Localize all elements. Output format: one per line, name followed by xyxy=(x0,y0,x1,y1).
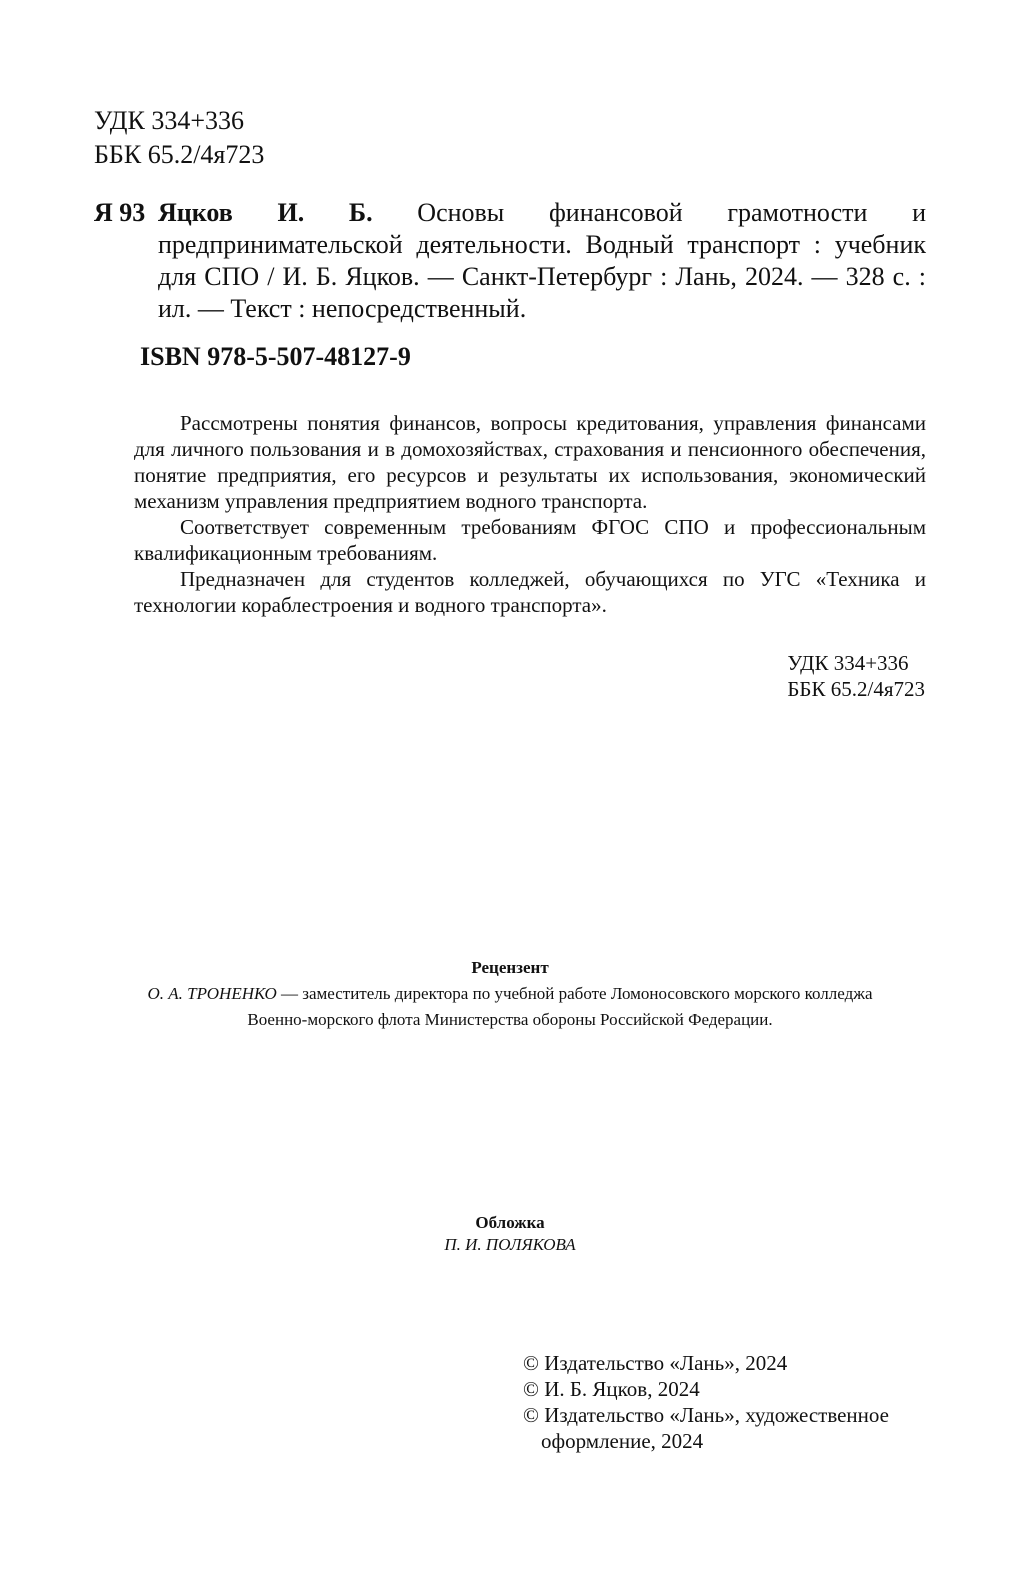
author-mark: Я 93 xyxy=(94,198,146,227)
reviewer-label: Рецензент xyxy=(471,958,549,977)
bbk-code: ББК 65.2/4я723 xyxy=(94,140,265,169)
abstract-paragraph-1: Рассмотрены понятия финансов, вопросы кредитования, управления финансами для личного пользования и в домохозяйствах, страхования и пенсионного обеспечения, понятие предприятия, его ресурсов и результаты их использования, экономический механизм управления предприятием водного транспорта. xyxy=(134,411,926,513)
author-name: Яцков И. Б. xyxy=(158,198,373,227)
copyright-line: © Издательство «Лань», 2024 xyxy=(523,1351,788,1375)
bbk-code-bottom: ББК 65.2/4я723 xyxy=(787,677,925,701)
abstract-paragraph-3: Предназначен для студентов колледжей, обучающихся по УГС «Техника и технологии кораблестроения и водного транспорта». xyxy=(134,567,926,617)
copyright-line: © Издательство «Лань», художественное xyxy=(523,1403,889,1427)
udk-code-bottom: УДК 334+336 xyxy=(787,651,909,675)
bibliographic-description xyxy=(158,197,926,325)
isbn: ISBN 978-5-507-48127-9 xyxy=(140,342,411,371)
cover-label: Обложка xyxy=(475,1213,545,1232)
classification-footer xyxy=(787,650,925,702)
copyright-line: оформление, 2024 xyxy=(541,1429,704,1453)
reviewer-description: — заместитель директора по учебной работе Ломоносовского морского колледжа Военно-морского флота Министерства обороны Российской Федерации. xyxy=(247,984,873,1029)
copyright-block xyxy=(523,1350,889,1454)
reviewer-name: О. А. ТРОНЕНКО xyxy=(147,984,277,1003)
classification-header xyxy=(94,104,264,172)
udk-code: УДК 334+336 xyxy=(94,106,245,135)
bibliographic-entry xyxy=(94,197,926,325)
abstract xyxy=(134,410,926,618)
abstract-paragraph-2: Соответствует современным требованиям ФГОС СПО и профессиональным квалификационным требованиям. xyxy=(134,515,926,565)
copyright-line: © И. Б. Яцков, 2024 xyxy=(523,1377,700,1401)
bibliographic-text: Основы финансовой грамотности и предпринимательской деятельности. Водный транспорт : учебник для СПО / И. Б. Яцков. — Санкт-Петербург : Лань, 2024. — 328 с. : ил. — Текст : непосредственный. xyxy=(158,198,927,323)
cover-artist: П. И. ПОЛЯКОВА xyxy=(444,1235,576,1254)
reviewer-block xyxy=(140,955,880,1033)
cover-credit xyxy=(300,1212,720,1256)
